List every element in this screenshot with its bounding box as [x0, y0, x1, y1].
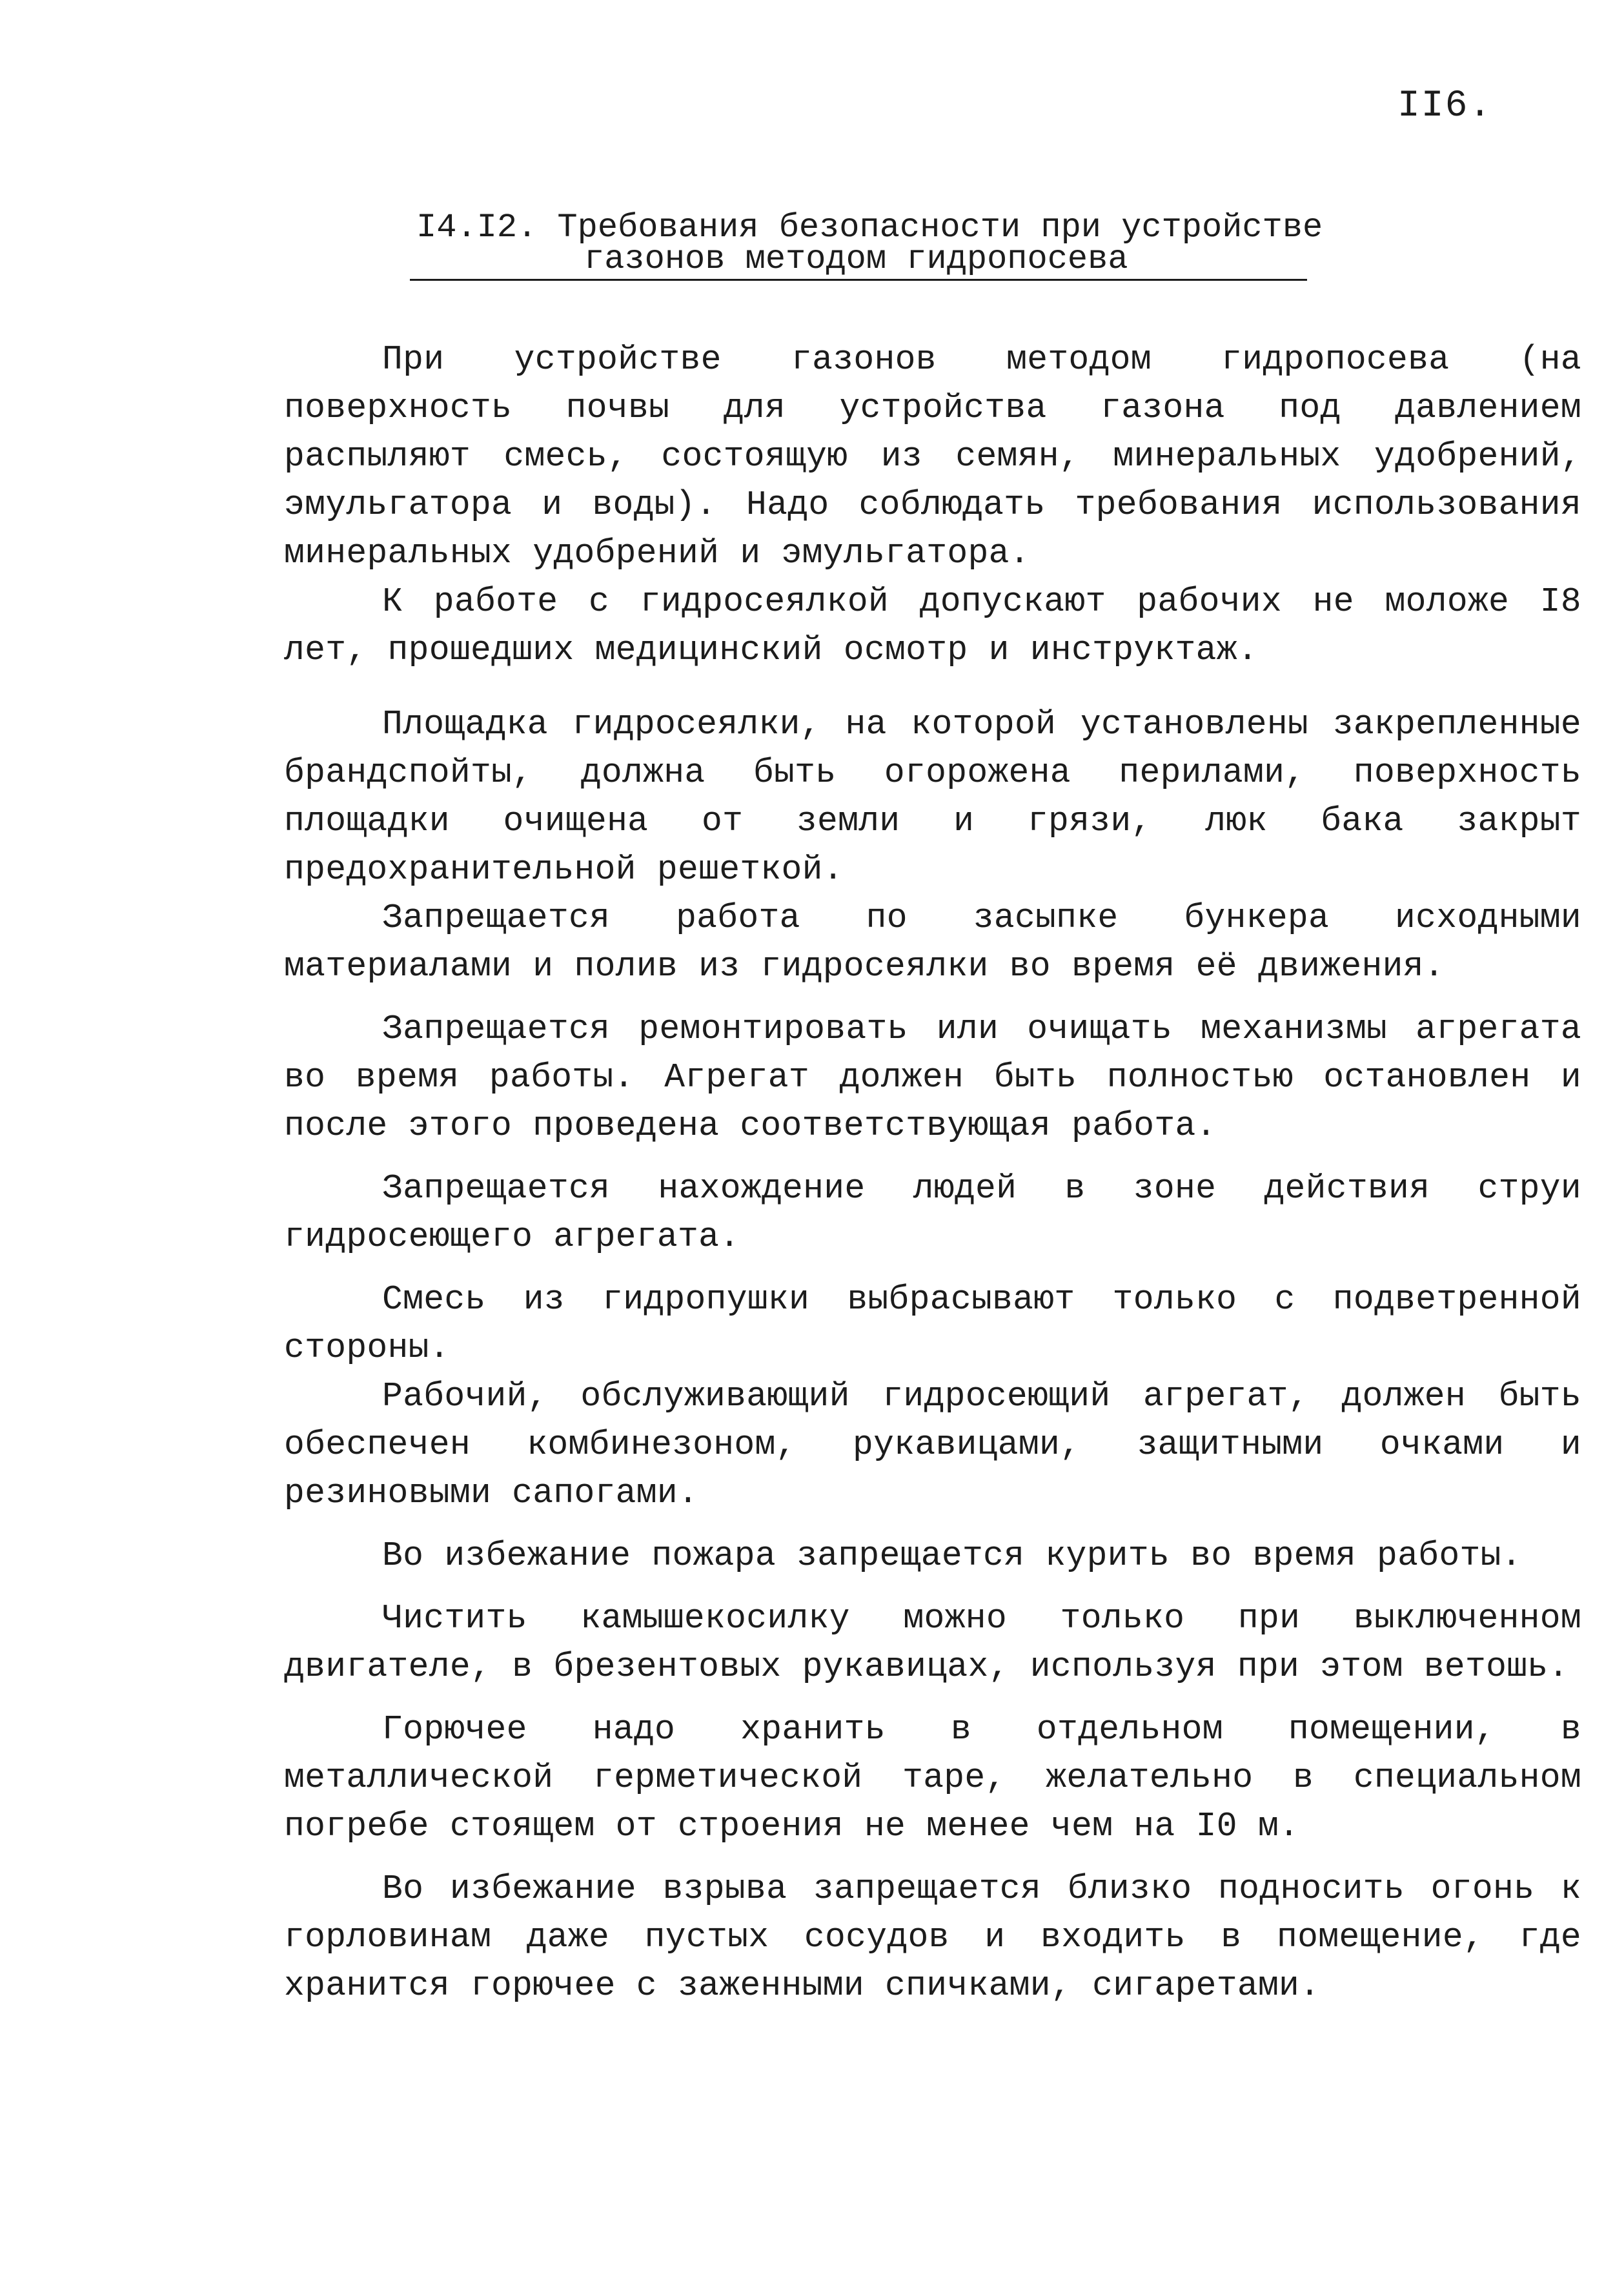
paragraph-leeward-side: Смесь из гидропушки выбрасывают только с подветренной стороны.	[284, 1280, 1581, 1367]
page-number: II6.	[1397, 85, 1493, 127]
paragraph-fuel-storage: Горючее надо хранить в отдельном помещении, в металлической герметической таре, желательно в специальном погребе стоящем от строения не менее чем на I0 м.	[284, 1710, 1581, 1846]
paragraph-jet-zone: Запрещается нахождение людей в зоне действия струи гидросеющего агрегата.	[284, 1169, 1581, 1256]
paragraph-platform-railings: Площадка гидросеялки, на которой установлены закрепленные брандспойты, должна быть огорожена перилами, поверхность площадки очищена от земли и грязи, люк бака закрыт предохранительной решеткой.	[284, 705, 1581, 889]
paragraph-hopper-prohibition: Запрещается работа по засыпке бункера исходными материалами и полив из гидросеялки во время её движения.	[284, 899, 1581, 986]
paragraph-protective-equipment: Рабочий, обслуживающий гидросеющий агрегат, должен быть обеспечен комбинезоном, рукавицами, защитными очками и резиновыми сапогами.	[284, 1377, 1581, 1512]
paragraph-hydroseeding-intro: При устройстве газонов методом гидропосева (на поверхность почвы для устройства газона под давлением распыляют смесь, состоящую из семян, минеральных удобрений, эмульгатора и воды). Надо соблюдать требования использования минеральных удобрений и эмульгатора.	[284, 340, 1581, 573]
paragraph-worker-age: К работе с гидросеялкой допускают рабочих не моложе I8 лет, прошедших медицинский осмотр и инструктаж.	[284, 582, 1581, 669]
paragraph-reed-mower-cleaning: Чистить камышекосилку можно только при выключенном двигателе, в брезентовых рукавицах, используя при этом ветошь.	[284, 1599, 1581, 1686]
section-title	[410, 207, 1326, 281]
section-title-line-1: I4.I2. Требования безопасности при устройстве	[416, 209, 1323, 247]
paragraph-no-smoking: Во избежание пожара запрещается курить во время работы.	[382, 1536, 1522, 1575]
paragraph-explosion-prevention: Во избежание взрыва запрещается близко подносить огонь к горловинам даже пустых сосудов и входить в помещение, где хранится горючее с заженными спичками, сигаретами.	[284, 1869, 1581, 2005]
body-text	[284, 336, 1581, 2010]
paragraph-repair-prohibition: Запрещается ремонтировать или очищать механизмы агрегата во время работы. Агрегат должен быть полностью остановлен и после этого проведена соответствующая работа.	[284, 1010, 1581, 1145]
section-title-line-2: газонов методом гидропосева	[410, 240, 1307, 281]
